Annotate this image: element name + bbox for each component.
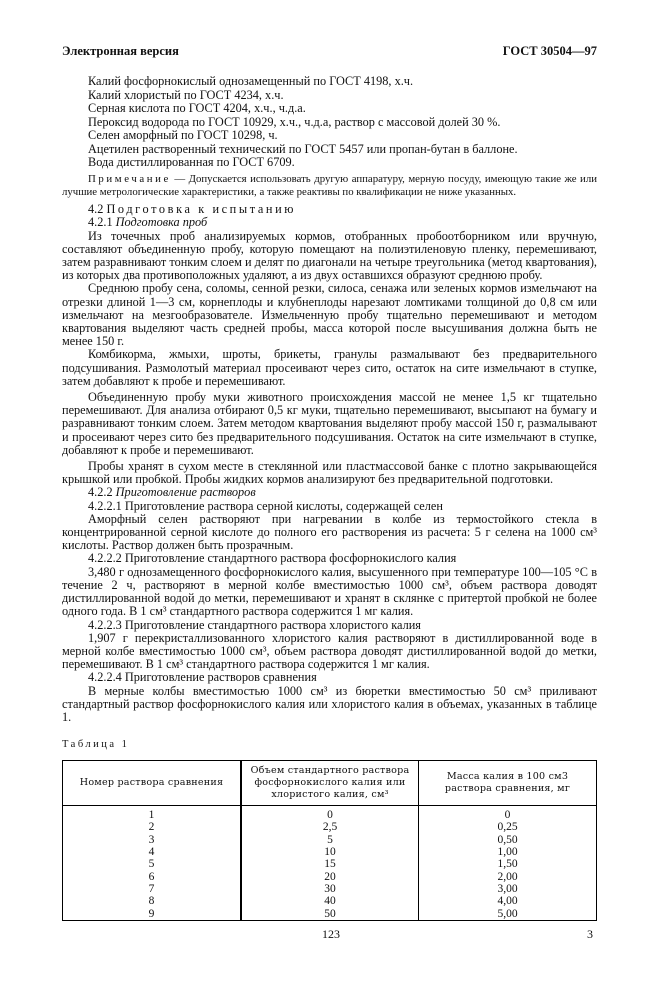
table-cell: 2 (63, 821, 242, 833)
table-cell: 30 (241, 883, 419, 895)
reagent-item: Калий фосфорнокислый однозамещенный по ГОСТ 4198, х.ч. (88, 74, 414, 88)
table-cell: 1,00 (419, 846, 597, 858)
table-cell: 1,50 (419, 858, 597, 870)
table-row (63, 871, 597, 883)
table-cell: 50 (241, 908, 419, 921)
paragraph: Среднюю пробу сена, соломы, сенной резки, силоса, сенажа или зеленых кормов измельчают на отрезки длиной 1—3 см, корнеплоды и клубнеплоды нарезают ломтиками толщиной до 0,8 см или измельчают на мезгообразователе. Измельченную пробу тщательно перемешивают и методом квартования выделяют часть средней пробы, масса которой после высушивания должна быть не менее 150 г. (62, 281, 597, 349)
table-row (63, 908, 597, 921)
table-cell: 40 (241, 895, 419, 907)
heading-4-2-1 (62, 216, 597, 229)
header-right: ГОСТ 30504—97 (502, 44, 597, 58)
reagent-item: Вода дистиллированная по ГОСТ 6709. (88, 155, 295, 169)
table-row (63, 806, 597, 822)
paragraph: 3,480 г однозамещенного фосфорнокислого калия, высушенного при температуре 100—105 °С в течение 2 ч, растворяют в мерной колбе вместимостью 1000 см³, объем раствора доводят дистиллированной водой до метки, перемешивают и хранят в склянке с притертой пробкой не более одного года. В 1 см³ стандартного раствора содержится 1 мг калия. (62, 564, 597, 619)
page-footer (62, 927, 597, 943)
paragraph: Из точечных проб анализируемых кормов, отобранных пробоотборником или вручную, составляют объединенную пробу, которую помещают на полиэтиленовую пленку, перемешивают, затем разравнивают тонким слоем и делят по диагонали на четыре треугольника (метод квартования), из которых два противоположных удаляют, а из двух оставшихся образуют среднюю пробу. (62, 228, 597, 283)
table-row (63, 846, 597, 858)
column-header: Объем стандартного раствора фосфорнокислого калия или хлористого калия, см³ (241, 761, 419, 806)
table-cell: 4,00 (419, 895, 597, 907)
header-left: Электронная версия (62, 44, 179, 58)
table-cell: 15 (241, 858, 419, 870)
column-header: Номер раствора сравнения (63, 761, 242, 806)
table-cell: 6 (63, 871, 242, 883)
heading-title: Подготовка к испытанию (106, 202, 297, 217)
heading-title: Приготовление растворов (115, 485, 256, 500)
reagent-item: Селен аморфный по ГОСТ 10298, ч. (88, 128, 278, 142)
table-cell: 7 (63, 883, 242, 895)
heading-number: 4.2.2 (88, 485, 116, 500)
table-row (63, 834, 597, 846)
column-header: Масса калия в 100 см3 раствора сравнения, мг (419, 761, 597, 806)
heading-number: 4.2.1 (88, 215, 116, 230)
note-text: — Допускается использовать другую аппаратуру, мерную посуду, имеющую такие же или лучшие метрологические характеристики, а также реактивы по квалификации не ниже указанных. (62, 173, 597, 199)
heading-4-2-2-2: 4.2.2.2 Приготовление стандартного раствора фосфорнокислого калия (88, 551, 457, 566)
reagent-item: Пероксид водорода по ГОСТ 10929, х.ч., ч.д.а, раствор с массовой долей 30 %. (88, 114, 501, 129)
table-cell: 9 (63, 908, 242, 921)
table-cell: 2,00 (419, 871, 597, 883)
table-cell: 0 (419, 806, 597, 822)
page-header (62, 44, 597, 59)
heading-4-2-2 (62, 486, 597, 499)
table-row (63, 895, 597, 907)
paragraph: Аморфный селен растворяют при нагревании в колбе из термостойкого стекла в концентрированной серной кислоте до полного его растворения из расчета: 5 г селена на 1000 см³ кислоты. Раствор должен быть прозрачным. (62, 511, 597, 553)
reagent-list (62, 75, 597, 169)
table-cell: 0,50 (419, 834, 597, 846)
table-body (63, 806, 597, 921)
heading-4-2-2-3: 4.2.2.3 Приготовление стандартного раствора хлористого калия (88, 617, 421, 632)
table-row (63, 821, 597, 833)
paragraph: Пробы хранят в сухом месте в стеклянной или пластмассовой банке с плотно закрывающейся крышкой или пробкой. Пробы жидких кормов анализируют без предварительной подготовки. (62, 459, 597, 487)
table-row (63, 858, 597, 870)
table-row (63, 883, 597, 895)
paragraph: В мерные колбы вместимостью 1000 см³ из бюретки вместимостью 50 см³ приливают стандартный раствор фосфорнокислого калия или хлористого калия в объемах, указанных в таблице 1. (62, 683, 597, 724)
table-cell: 0,25 (419, 821, 597, 833)
paragraph: Комбикорма, жмыхи, шроты, брикеты, гранулы размалывают без предварительного подсушивания. Размолотый материал просеивают через сито, остаток на сите измельчают в ступке, затем добавляют к пробе и перемешивают. (62, 347, 597, 388)
section-4-2 (62, 203, 597, 724)
page-number-right: 3 (587, 926, 593, 941)
note-label: Примечание (88, 173, 171, 186)
table-cell: 0 (241, 806, 419, 822)
table-1 (62, 760, 597, 921)
paragraph: Объединенную пробу муки животного происхождения массой не менее 1,5 кг тщательно перемешивают. Для анализа отбирают 0,5 кг муки, тщательно перемешивают, высыпают на бумагу и разравнивают тонким слоем. Затем методом квартования выделяют пробу массой 150 г, размалывают и просеивают через сито без предварительного подсушивания. Остаток на сите измельчают в ступке, добавляют к пробе и перемешивают. (62, 390, 597, 457)
heading-number: 4.2 (88, 202, 107, 217)
table-cell: 4 (63, 846, 242, 858)
reagent-item: Калий хлористый по ГОСТ 4234, х.ч. (88, 87, 284, 102)
reagent-item: Ацетилен растворенный технический по ГОСТ 5457 или пропан-бутан в баллоне. (88, 141, 518, 156)
heading-4-2-2-4: 4.2.2.4 Приготовление растворов сравнения (88, 670, 317, 685)
page-number-center: 123 (322, 926, 340, 941)
table-cell: 20 (241, 871, 419, 883)
reagent-item: Серная кислота по ГОСТ 4204, х.ч., ч.д.а. (88, 101, 306, 115)
table-cell: 5 (241, 834, 419, 846)
table-cell: 2,5 (241, 821, 419, 833)
table-cell: 10 (241, 846, 419, 858)
table-cell: 8 (63, 895, 242, 907)
table-caption: Таблица 1 (62, 739, 130, 751)
heading-4-2-2-1: 4.2.2.1 Приготовление раствора серной кислоты, содержащей селен (88, 498, 443, 513)
table-cell: 5,00 (419, 908, 597, 921)
paragraph: 1,907 г перекристаллизованного хлористого калия растворяют в дистиллированной воде в мерной колбе вместимостью 1000 см³, объем раствора доводят дистиллированной водой до метки, перемешивают. В 1 см³ стандартного раствора содержится 1 мг калия. (62, 630, 597, 672)
table-cell: 5 (63, 858, 242, 870)
note (62, 173, 597, 199)
table-cell: 1 (63, 806, 242, 822)
heading-title: Подготовка проб (115, 215, 208, 230)
table-cell: 3 (63, 834, 242, 846)
table-cell: 3,00 (419, 883, 597, 895)
